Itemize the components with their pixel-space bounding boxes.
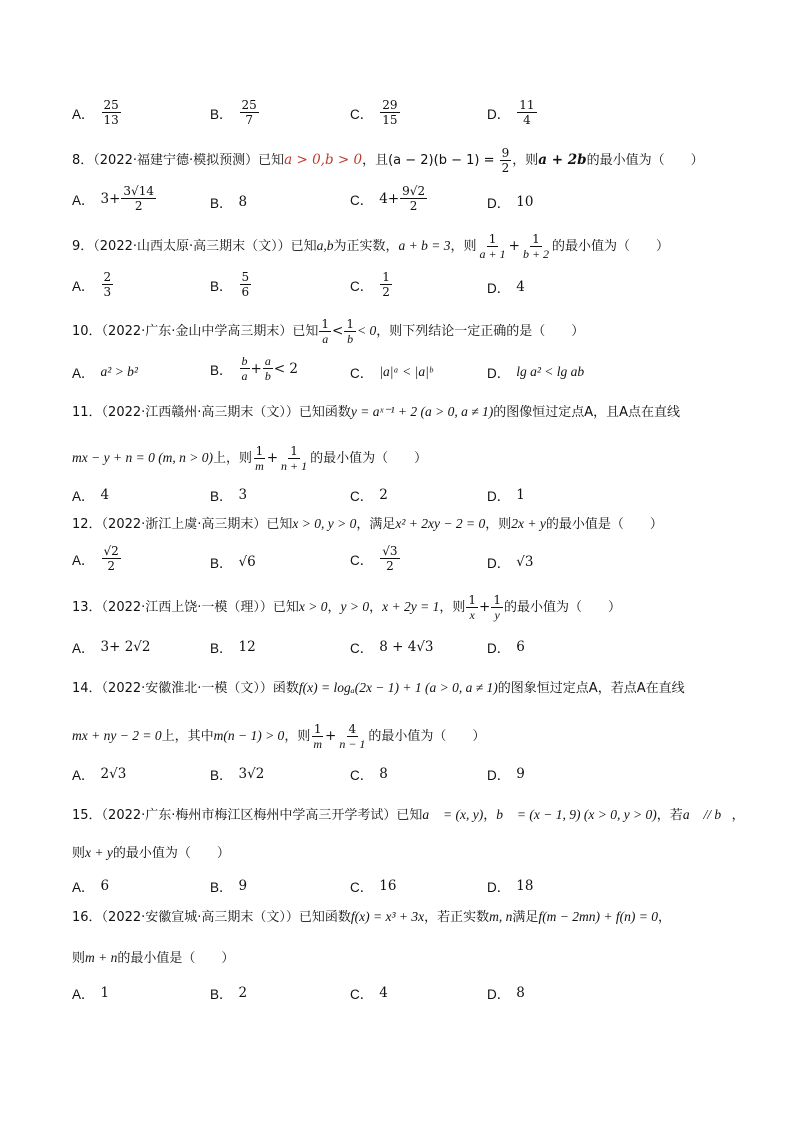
q9-stem	[72, 232, 669, 261]
q14-stem-line2	[72, 722, 485, 751]
operator: +	[250, 360, 262, 377]
option-label: A．	[72, 768, 95, 783]
fraction	[344, 317, 356, 346]
condition: y > 0	[340, 599, 370, 614]
q16-option-d[interactable]	[487, 983, 525, 1003]
q10-option-d[interactable]	[487, 362, 584, 382]
equation: a + b = 3	[398, 238, 451, 253]
numerator: 29	[382, 98, 398, 112]
option-value: 3	[238, 487, 248, 503]
denominator: y	[494, 608, 500, 622]
q9-option-b[interactable]	[210, 270, 252, 299]
q8-option-b[interactable]	[210, 192, 247, 212]
option-value: 8	[379, 766, 388, 782]
question-text: 15．（2022·广东·梅州市梅江区梅州中学高三开学考试）已知	[72, 808, 423, 823]
numerator: 1	[346, 317, 354, 331]
denominator: n − 1	[339, 737, 366, 751]
numerator: a	[264, 354, 271, 368]
question-text: 的最小值为（ ）	[503, 600, 621, 615]
option-label: D．	[487, 366, 511, 381]
denominator: n + 1	[281, 459, 308, 473]
q11-option-b[interactable]	[210, 485, 247, 505]
equation: x + 2y = 1	[382, 599, 440, 614]
numerator: 1	[488, 232, 497, 246]
denominator: 2	[409, 199, 418, 213]
question-text: 满足	[512, 910, 539, 925]
denominator: 2	[107, 559, 115, 573]
option-value: 4	[516, 279, 525, 295]
q11-option-d[interactable]	[487, 485, 525, 505]
q16-stem-line2	[72, 948, 234, 969]
q13-option-c[interactable]	[350, 637, 434, 657]
denominator: 2	[134, 199, 143, 213]
fraction	[263, 354, 273, 383]
q11-option-a[interactable]	[72, 485, 109, 505]
option-value: 2√3	[100, 766, 127, 782]
q14-option-d[interactable]	[487, 764, 525, 784]
expression: x + y	[85, 845, 113, 860]
option-value: 6	[100, 878, 110, 894]
option-label: D．	[487, 106, 511, 122]
question-text: 的最小值为（ ）	[368, 729, 486, 744]
option-label: C．	[350, 987, 374, 1002]
condition: a > 0,b > 0	[284, 152, 363, 168]
q15-option-d[interactable]	[487, 876, 533, 896]
fraction	[521, 232, 551, 261]
option-label: D．	[487, 987, 511, 1002]
q7-option-d[interactable]	[487, 98, 538, 127]
q16-stem-line1	[72, 907, 671, 928]
option-label: D．	[487, 556, 511, 571]
option-value: 8	[516, 985, 525, 1001]
q9-option-a[interactable]	[72, 270, 114, 299]
option-value: √3	[516, 554, 534, 570]
option-value: 16	[379, 878, 397, 894]
option-value: 3+ 2√2	[100, 639, 151, 655]
denominator: 2	[386, 559, 394, 573]
option-label: B．	[210, 641, 233, 656]
operator: +	[508, 238, 520, 254]
q7-option-b[interactable]	[210, 98, 260, 127]
question-text: ，则	[439, 600, 466, 615]
numerator: b	[241, 354, 248, 368]
option-label: B．	[210, 880, 233, 895]
expression: a + 2b	[538, 152, 587, 168]
denominator: 4	[523, 113, 531, 127]
option-value: 3+	[100, 190, 121, 207]
q10-option-c[interactable]	[350, 362, 432, 382]
fraction	[253, 444, 266, 473]
option-label: B．	[210, 556, 233, 571]
q14-stem-line1	[72, 678, 685, 699]
fraction	[240, 98, 259, 127]
numerator: 1	[290, 444, 298, 458]
option-value: 1	[100, 985, 110, 1001]
denominator: a + 1	[479, 247, 506, 261]
q14-option-a[interactable]	[72, 764, 126, 784]
separator: ，	[369, 600, 383, 615]
equation: f(m − 2mn) + f(n) = 0	[538, 909, 658, 924]
question-text: ，则	[512, 153, 539, 168]
denominator: 7	[245, 113, 253, 127]
q12-option-a[interactable]	[72, 544, 122, 573]
denominator: x	[469, 608, 475, 622]
q12-option-b[interactable]	[210, 552, 256, 572]
option-label: D．	[487, 880, 511, 895]
question-text: ，则下列结论一定正确的是（ ）	[376, 324, 585, 339]
fraction	[380, 270, 392, 299]
option-label: A．	[72, 641, 95, 656]
separator: ，	[483, 808, 497, 823]
fraction	[319, 317, 331, 346]
q13-option-d[interactable]	[487, 637, 525, 657]
inequality: < 2	[273, 360, 299, 377]
question-text: 14．（2022·安徽淮北·一模（文））函数	[72, 681, 299, 696]
option-value: 12	[238, 639, 256, 655]
numerator: √2	[103, 544, 119, 558]
fraction	[121, 184, 156, 213]
vector-a: a⃗ = (x, y)	[422, 807, 484, 822]
option-value: 4+	[379, 190, 400, 207]
denominator: b	[347, 332, 354, 346]
option-label: B．	[210, 278, 233, 294]
expression: 2x + y	[511, 516, 546, 531]
option-label: B．	[210, 489, 233, 504]
numerator: 1	[493, 593, 501, 607]
question-text: ，且(a − 2)(b − 1) =	[362, 153, 499, 168]
denominator: 3	[103, 285, 112, 299]
denominator: 2	[501, 161, 510, 175]
question-text: 8．（2022·福建宁德·模拟预测）已知	[72, 153, 285, 168]
function: f(x) = logₐ(2x − 1) + 1 (a > 0, a ≠ 1)	[298, 680, 498, 695]
option-value: 9	[238, 878, 248, 894]
q10-stem	[72, 317, 584, 346]
question-text: 13．（2022·江西上饶·一模（理））已知	[72, 600, 299, 615]
q16-option-c[interactable]	[350, 983, 388, 1003]
q10-option-b[interactable]	[210, 354, 298, 383]
question-text: 的最小值为（ ）	[552, 239, 670, 254]
question-text: 上，则	[213, 451, 253, 466]
option-label: A．	[72, 192, 95, 208]
fraction	[102, 544, 121, 573]
option-label: D．	[487, 489, 511, 504]
question-text: 的图象恒过定点A，若点A在直线	[497, 681, 685, 696]
question-text: 为正实数，	[333, 239, 399, 254]
denominator: 13	[103, 113, 119, 127]
option-label: C．	[350, 366, 374, 381]
numerator: 1	[532, 232, 540, 246]
fraction	[500, 146, 512, 175]
fraction	[311, 722, 324, 751]
operator: <	[332, 323, 344, 339]
q15-stem-line1	[72, 805, 745, 826]
q16-option-a[interactable]	[72, 983, 109, 1003]
denominator: 6	[241, 285, 250, 299]
denominator: 2	[382, 285, 390, 299]
option-label: A．	[72, 880, 95, 895]
option-label: C．	[350, 489, 374, 504]
question-text: ，则	[450, 239, 477, 254]
numerator: 1	[321, 317, 330, 331]
q15-option-a[interactable]	[72, 876, 109, 896]
q8-option-a[interactable]	[72, 184, 157, 213]
q10-option-a[interactable]	[72, 362, 138, 382]
denominator: m	[313, 737, 322, 751]
q9-option-c[interactable]	[350, 270, 393, 299]
q15-option-b[interactable]	[210, 876, 247, 896]
question-text: 的最小值是（ ）	[545, 517, 663, 532]
option-value: 18	[516, 878, 534, 894]
q12-option-c[interactable]	[350, 544, 401, 573]
numerator: 9√2	[402, 184, 426, 198]
question-text: ，若	[656, 808, 683, 823]
separator: ，	[731, 808, 745, 823]
option-value: a² > b²	[100, 364, 138, 379]
option-label: C．	[350, 106, 374, 122]
fraction	[478, 232, 508, 261]
option-label: D．	[487, 641, 511, 656]
function: y = aˣ⁻¹ + 2 (a > 0, a ≠ 1)	[350, 404, 494, 419]
option-value: 8	[238, 194, 248, 210]
option-label: B．	[210, 362, 233, 378]
fraction	[380, 98, 399, 127]
fraction	[517, 98, 536, 127]
condition: x > 0, y > 0	[292, 516, 357, 531]
option-value: 3√2	[238, 766, 265, 782]
option-value: 8 + 4√3	[379, 639, 434, 655]
numerator: 1	[313, 722, 322, 736]
q12-stem	[72, 514, 663, 535]
fraction	[279, 444, 309, 473]
fraction	[400, 184, 427, 213]
denominator: 15	[382, 113, 398, 127]
question-text: 9．（2022·山西太原·高三期末（文））已知	[72, 239, 317, 254]
option-label: A．	[72, 552, 95, 568]
numerator: 5	[241, 270, 250, 284]
q7-option-a[interactable]	[72, 98, 122, 127]
question-text: 11．（2022·江西赣州·高三期末（文））已知函数	[72, 405, 351, 420]
numerator: √3	[382, 544, 398, 558]
fraction	[102, 98, 121, 127]
option-label: B．	[210, 987, 233, 1002]
denominator: m	[255, 459, 264, 473]
option-value: 4	[379, 985, 388, 1001]
option-value: √6	[238, 554, 256, 570]
question-text: ，则	[284, 729, 311, 744]
fraction	[466, 593, 478, 622]
numerator: 25	[103, 98, 119, 112]
q14-option-c[interactable]	[350, 764, 388, 784]
operator: +	[325, 728, 337, 744]
q14-option-b[interactable]	[210, 764, 264, 784]
fraction	[102, 270, 114, 299]
option-value: 6	[516, 639, 525, 655]
option-value: 1	[516, 487, 525, 503]
option-label: C．	[350, 880, 374, 895]
line-equation: mx − y + n = 0 (m, n > 0)	[72, 450, 214, 465]
question-text: 则	[72, 951, 86, 966]
option-value: 2	[379, 487, 388, 503]
question-text: 的最小值是（ ）	[117, 951, 235, 966]
numerator: 2	[103, 270, 112, 284]
separator: ，	[658, 910, 672, 925]
variables: m, n	[489, 909, 513, 924]
option-value: lg a² < lg ab	[516, 364, 585, 379]
numerator: 1	[468, 593, 477, 607]
question-text: ，则	[485, 517, 512, 532]
q13-option-a[interactable]	[72, 637, 151, 657]
option-label: B．	[210, 196, 233, 211]
option-value: 4	[100, 487, 110, 503]
question-text: 的最小值为（ ）	[586, 153, 704, 168]
option-label: B．	[210, 106, 233, 122]
denominator: b	[264, 369, 271, 383]
q16-option-b[interactable]	[210, 983, 247, 1003]
option-value: |a|ᵃ < |a|ᵇ	[379, 364, 433, 379]
line-equation: mx + ny − 2 = 0	[72, 728, 162, 743]
fraction	[240, 270, 252, 299]
option-value: 10	[516, 194, 534, 210]
vector-b: b⃗ = (x − 1, 9) (x > 0, y > 0)	[496, 807, 657, 822]
numerator: 1	[382, 270, 390, 284]
option-label: C．	[350, 192, 374, 208]
question-text: 上，其中	[161, 729, 214, 744]
separator: ，	[327, 600, 341, 615]
q13-option-b[interactable]	[210, 637, 256, 657]
fraction	[240, 354, 250, 383]
question-text: 则	[72, 846, 86, 861]
option-label: A．	[72, 489, 95, 504]
question-text: 16．（2022·安徽宣城·高三期末（文））已知函数	[72, 910, 351, 925]
denominator: a	[241, 369, 248, 383]
option-label: A．	[72, 278, 95, 294]
condition: m(n − 1) > 0	[213, 728, 285, 743]
q12-option-d[interactable]	[487, 552, 533, 572]
q11-option-c[interactable]	[350, 485, 388, 505]
fraction	[491, 593, 503, 622]
operator: +	[479, 599, 491, 615]
option-label: A．	[72, 366, 95, 381]
q13-stem	[72, 593, 621, 622]
q15-stem-line2	[72, 843, 230, 864]
fraction	[380, 544, 399, 573]
equation: x² + 2xy − 2 = 0	[395, 516, 486, 531]
option-label: C．	[350, 278, 374, 294]
expression: m + n	[85, 950, 118, 965]
q11-stem-line2	[72, 444, 427, 473]
option-label: D．	[487, 768, 511, 783]
question-text: ，若正实数	[424, 910, 490, 925]
numerator: 1	[255, 444, 264, 458]
question-text: 12．（2022·浙江上虞·高三期末）已知	[72, 517, 293, 532]
numerator: 3√14	[123, 184, 154, 198]
q11-stem-line1	[72, 402, 680, 423]
q8-option-d[interactable]	[487, 192, 533, 212]
variables: a,b	[316, 238, 334, 253]
option-label: C．	[350, 552, 374, 568]
option-value: 2	[238, 985, 248, 1001]
option-label: D．	[487, 281, 511, 296]
option-label: C．	[350, 641, 374, 656]
question-text: 的最小值为（ ）	[112, 846, 230, 861]
question-text: 10．（2022·广东·金山中学高三期末）已知	[72, 324, 319, 339]
q8-option-c[interactable]	[350, 184, 428, 213]
question-text: ，满足	[356, 517, 396, 532]
option-label: C．	[350, 768, 374, 783]
denominator: b + 2	[522, 247, 550, 261]
numerator: 25	[241, 98, 257, 112]
numerator: 11	[519, 98, 535, 112]
q9-option-d[interactable]	[487, 277, 525, 297]
option-label: D．	[487, 196, 511, 211]
option-label: A．	[72, 987, 95, 1002]
q15-option-c[interactable]	[350, 876, 396, 896]
option-label: A．	[72, 106, 95, 122]
question-text: 的最小值为（ ）	[310, 451, 428, 466]
denominator: a	[322, 332, 329, 346]
condition: x > 0	[298, 599, 328, 614]
fraction	[337, 722, 367, 751]
question-text: 的图像恒过定点A，且A点在直线	[493, 405, 681, 420]
inequality: < 0	[357, 323, 377, 338]
numerator: 4	[348, 722, 357, 736]
q8-stem	[72, 146, 704, 175]
q7-option-c[interactable]	[350, 98, 401, 127]
option-value: 9	[516, 766, 525, 782]
operator: +	[266, 450, 279, 466]
numerator: 9	[501, 146, 510, 160]
function: f(x) = x³ + 3x	[350, 909, 425, 924]
option-label: B．	[210, 768, 233, 783]
parallel-condition: a⃗ // b⃗	[682, 807, 732, 822]
